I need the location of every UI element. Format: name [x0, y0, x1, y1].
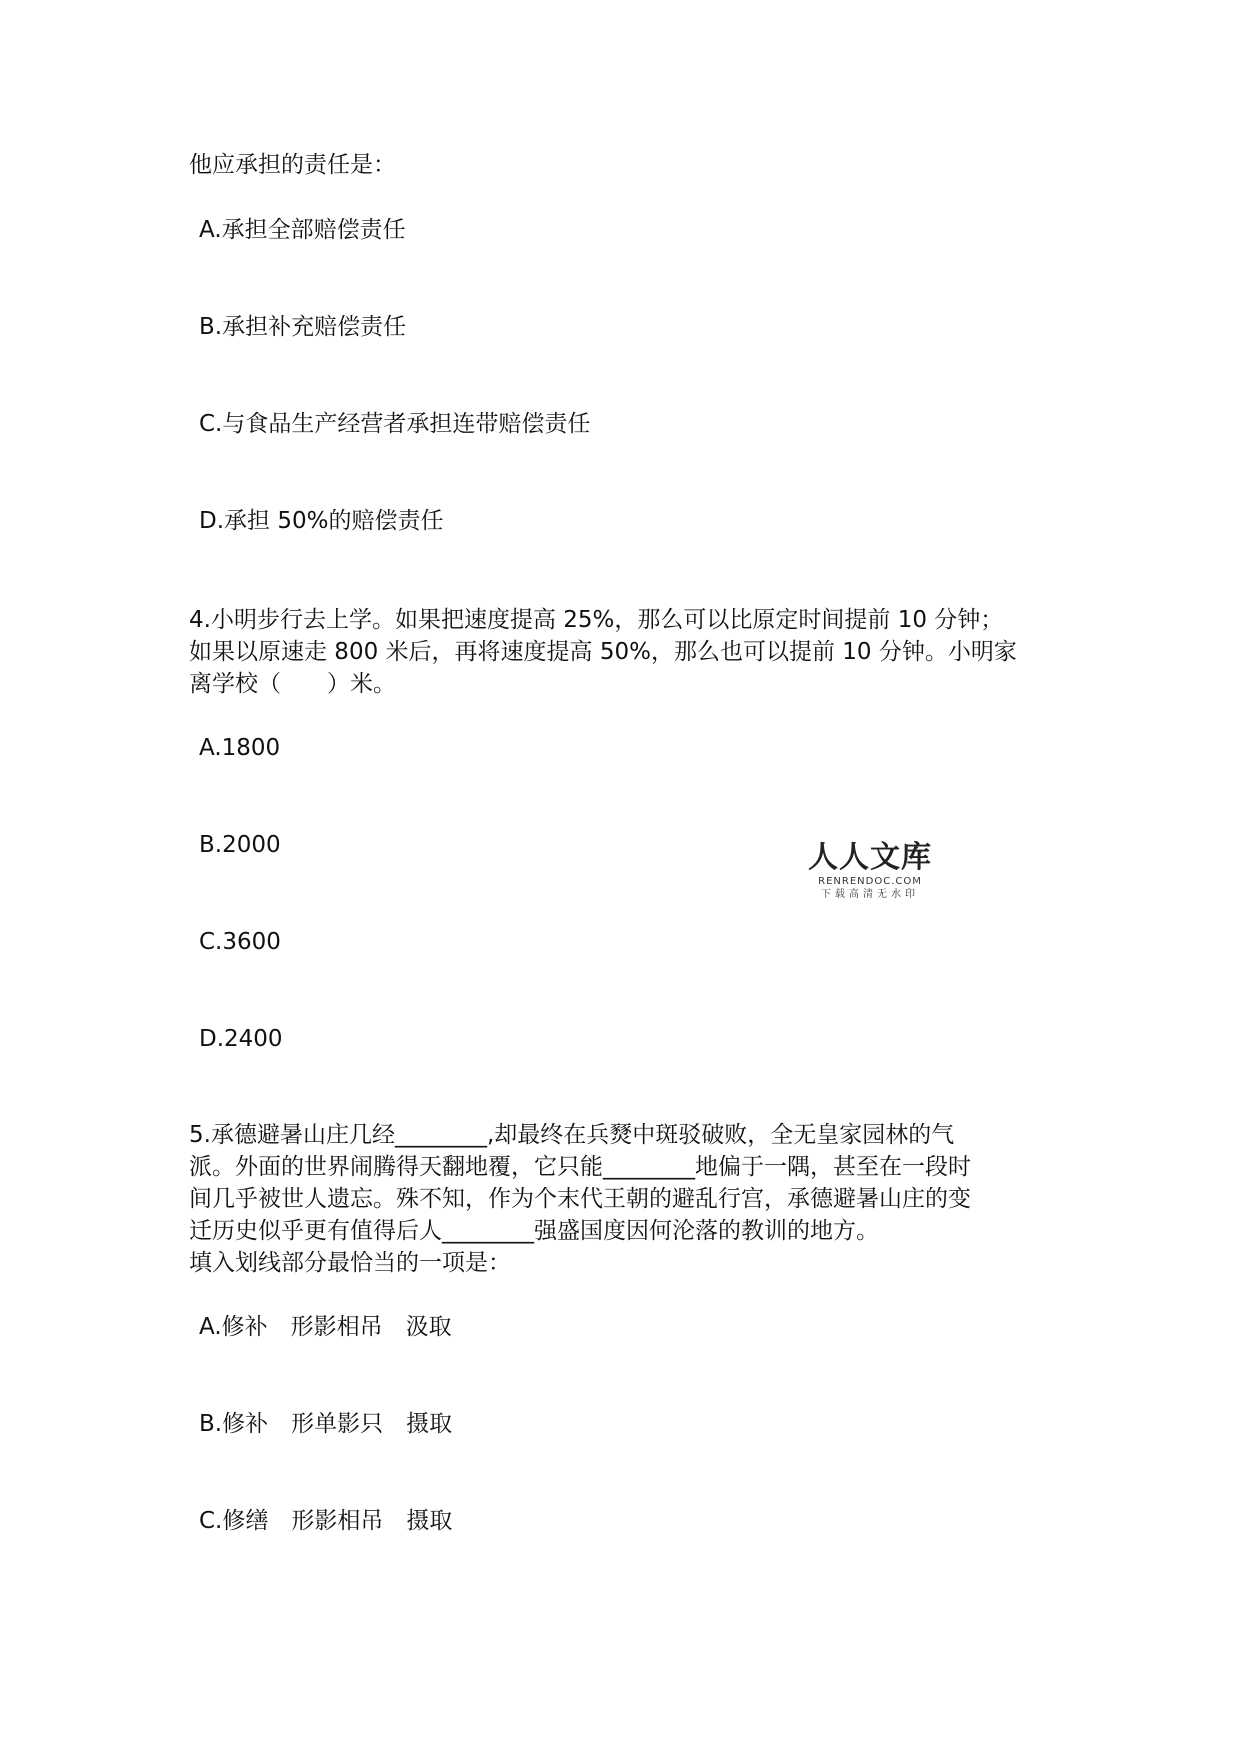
- q5-stem-line-5: 填入划线部分最恰当的一项是：: [189, 1250, 511, 1276]
- q3-option-d: D.承担 50%的赔偿责任: [199, 508, 444, 534]
- q5-option-c: C.修缮 形影相吊 摄取: [199, 1508, 453, 1534]
- watermark-logo: [800, 840, 940, 902]
- watermark-title: 人人文库: [808, 840, 932, 875]
- q4-stem-line-3: 离学校（ ）米。: [189, 671, 396, 697]
- q4-option-c: C.3600: [199, 929, 281, 955]
- q5-option-a: A.修补 形影相吊 汲取: [199, 1314, 452, 1340]
- q3-option-c: C.与食品生产经营者承担连带赔偿责任: [199, 411, 591, 437]
- q5-option-b: B.修补 形单影只 摄取: [199, 1411, 453, 1437]
- q4-option-a: A.1800: [199, 735, 281, 761]
- q5-stem-line-2: 派。外面的世界闹腾得天翻地覆，它只能________地偏于一隅，甚至在一段时: [189, 1154, 971, 1180]
- q4-option-b: B.2000: [199, 832, 281, 858]
- q4-stem-line-1: 4.小明步行去上学。如果把速度提高 25%，那么可以比原定时间提前 10 分钟；: [189, 607, 1004, 633]
- q3-stem-tail: 他应承担的责任是：: [189, 152, 396, 178]
- watermark-subtitle: 下载高清无水印: [821, 889, 919, 900]
- q4-option-d: D.2400: [199, 1026, 283, 1052]
- q5-stem-line-1: 5.承德避暑山庄几经________,却最终在兵燹中斑驳破败，全无皇家园林的气: [189, 1122, 955, 1148]
- q4-stem-line-2: 如果以原速走 800 米后，再将速度提高 50%，那么也可以提前 10 分钟。小明家: [189, 639, 1017, 665]
- q3-option-b: B.承担补充赔偿责任: [199, 314, 407, 340]
- q5-stem-line-3: 间几乎被世人遗忘。殊不知，作为个末代王朝的避乱行宫，承德避暑山庄的变: [189, 1186, 971, 1212]
- q5-stem-line-4: 迁历史似乎更有值得后人________强盛国度因何沦落的教训的地方。: [189, 1218, 879, 1244]
- q3-option-a: A.承担全部赔偿责任: [199, 217, 406, 243]
- watermark-url: RENRENDOC.COM: [818, 876, 922, 887]
